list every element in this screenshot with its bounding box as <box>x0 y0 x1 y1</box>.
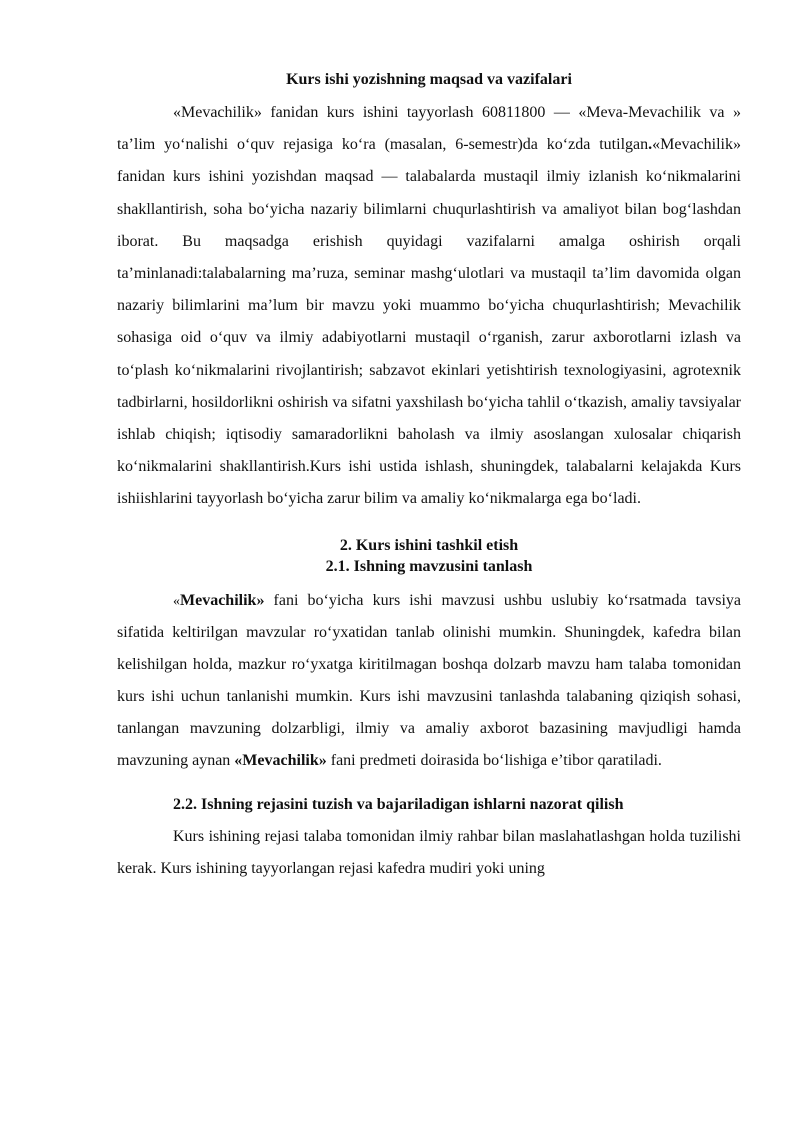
plan-paragraph: Kurs ishining rejasi talaba tomonidan ilmiy rahbar bilan maslahatlashgan holda tuzilishi kerak. Kurs ishining tayyorlangan rejasi kafedra mudiri yoki uning <box>117 828 741 878</box>
intro-dot: . <box>648 136 653 154</box>
subject-name: Mevachilik <box>181 104 254 121</box>
page-title: Kurs ishi yozishning maqsad va vazifalari <box>286 71 572 88</box>
section-heading-block <box>117 535 741 577</box>
topic-selection-paragraph <box>117 585 741 777</box>
lead-open-quote: « <box>173 593 180 609</box>
close-quote: » <box>253 104 262 121</box>
topic-text-b: fani predmeti doirasida bo‘lishiga e’tibor qaratiladi. <box>326 751 662 769</box>
document-page <box>117 70 741 885</box>
topic-text-a: fani bo‘yicha kurs ishi mavzusi ushbu uslubiy ko‘rsatmada tavsiya sifatida keltirilgan mavzular ro‘yxatidan tanlab olinishi mumkin. Shuningdek, kafedra bilan kelishilgan holda, mazkur ro‘yxatga kiritilmagan boshqa dolzarb mavzu ham talaba tomonidan kurs ishi uchun tanlanishi mumkin. Kurs ishi mavzusini tanlashda talabaning qiziqish sohasi, tanlangan mavzuning dolzarbligi, ilmiy va amaliy axborot bazasining mavjudligi hamda mavzuning aynan <box>117 591 741 769</box>
section-2-2-heading: 2.2. Ishning rejasini tuzish va bajariladigan ishlarni nazorat qilish <box>173 796 624 814</box>
lead-subject: Mevachilik <box>180 591 257 609</box>
open-quote: « <box>173 104 181 121</box>
section-2-heading: 2. Kurs ishini tashkil etish <box>339 536 519 554</box>
inline-subject-bold: «Mevachilik» <box>234 751 327 769</box>
intro-paragraph <box>117 97 741 516</box>
section-2-1-heading: 2.1. Ishning mavzusini tanlash <box>325 557 533 575</box>
lead-close-quote: » <box>256 591 265 609</box>
intro-text-b: «Mevachilik» fanidan kurs ishini yozishdan maqsad — talabalarda mustaqil ilmiy izlanish ko‘nikmalarini shakllantirish, soha bo‘yicha nazariy bilimlarni chuqurlashtirish va amaliyot bilan bog‘lashdan iborat. Bu maqsadga erishish quyidagi vazifalarni amalga oshirish orqali ta’minlanadi:talabalarning ma’ruza, seminar mashg‘ulotlari va mustaqil ta’lim davomida olgan nazariy bilimlarini ma’lum bir mavzu yoki muammo bo‘yicha chuqurlashtirish; Mevachilik sohasiga oid o‘quv va ilmiy adabiyotlarni mustaqil o‘rganish, zarur axborotlarni izlash va to‘plash ko‘nikmalarini rivojlantirish; sabzavot ekinlari yetishtirish texnologiyasini, agrotexnik tadbirlarni, hosildorlikni oshirish va sifatni yaxshilash bo‘yicha tahlil o‘tkazish, amaliy tavsiyalar ishlab chiqish; iqtisodiy samaradorlikni baholash va ilmiy asoslangan xulosalar chiqarish ko‘nikmalarini shakllantirish.Kurs ishi ustida ishlash, shuningdek, talabalarni kelajakda Kurs ishiishlarini tayyorlash bo‘yicha zarur bilim va amaliy ko‘nikmalarga ega bo‘ladi. <box>117 136 741 508</box>
intro-text-a: fanidan kurs ishini tayyorlash 60811800 — «Meva-Mevachilik va » ta’lim yo‘nalishi o‘quv rejasiga ko‘ra (masalan, 6-semestr)da ko‘zda tutilgan <box>117 104 741 154</box>
